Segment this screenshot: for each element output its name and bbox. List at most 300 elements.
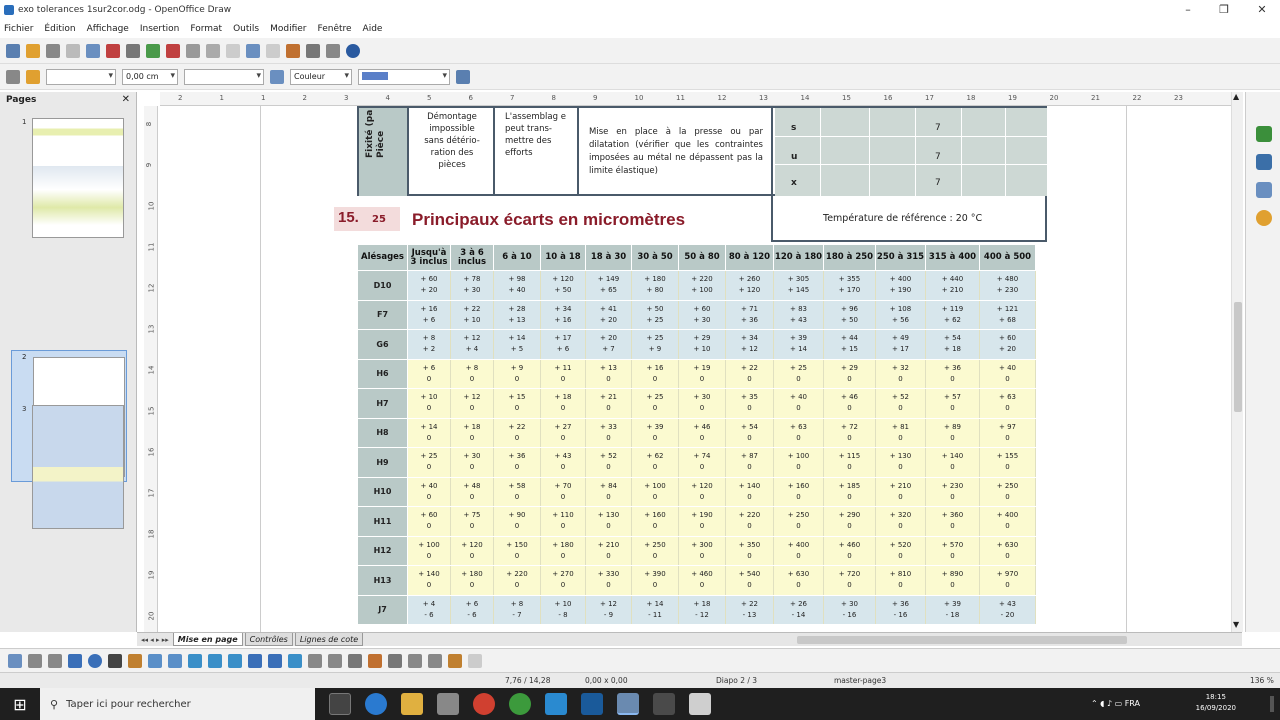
upper-deviation: + 630: [996, 540, 1019, 549]
tolerance-cell: [408, 507, 451, 537]
lower-deviation: 0: [1005, 463, 1010, 472]
help-icon[interactable]: [346, 44, 360, 58]
menu-modifier[interactable]: Modifier: [270, 24, 307, 34]
show-desktop-button[interactable]: [1270, 696, 1274, 712]
lower-deviation: 0: [514, 492, 520, 501]
scroll-down-icon[interactable]: ▼: [1233, 620, 1240, 629]
tolerance-cell: [774, 300, 824, 330]
menu-aide[interactable]: Aide: [362, 24, 383, 34]
lower-deviation: + 25: [646, 315, 664, 324]
upper-deviation: + 54: [741, 422, 758, 431]
task-view-icon[interactable]: [329, 693, 351, 715]
tolerance-cell: [726, 536, 774, 566]
upper-deviation: + 210: [597, 540, 620, 549]
fontwork-icon[interactable]: [348, 654, 362, 668]
area-color-select[interactable]: [358, 69, 450, 85]
upper-deviation: + 58: [508, 481, 526, 490]
lower-deviation: + 230: [996, 286, 1019, 295]
line-style-icon[interactable]: [26, 70, 40, 84]
tolerance-cell: [494, 477, 541, 507]
lower-deviation: 0: [426, 463, 432, 472]
navigator-icon[interactable]: [1256, 210, 1272, 226]
page-thumbnail-1[interactable]: [32, 118, 124, 238]
minimize-button[interactable]: –: [1185, 3, 1191, 16]
tolerance-cell: [632, 418, 679, 448]
clone-icon[interactable]: [226, 44, 240, 58]
rectangle-icon[interactable]: [68, 654, 82, 668]
tolerance-cell: [679, 507, 726, 537]
fit-letter: s: [791, 123, 797, 133]
tolerance-cell: [494, 300, 541, 330]
tolerance-cell: [451, 300, 494, 330]
lower-deviation: 0: [606, 522, 611, 531]
gallery-icon[interactable]: [1256, 182, 1272, 198]
upper-deviation: + 96: [841, 304, 858, 313]
cursor-position: 7,76 / 14,28: [505, 676, 551, 685]
edge-icon[interactable]: [365, 693, 387, 715]
ruler-tick-label: 19: [1008, 94, 1017, 102]
menu-edition[interactable]: Édition: [44, 24, 76, 34]
tolerance-cell: [876, 389, 926, 419]
tolerance-cell: [451, 536, 494, 566]
lower-deviation: 0: [560, 463, 566, 472]
lower-deviation: 0: [950, 433, 955, 442]
grid-line: [820, 108, 821, 196]
lower-deviation: 0: [560, 374, 566, 383]
upper-deviation: + 22: [741, 363, 758, 372]
tolerance-cell: [980, 536, 1036, 566]
tolerance-cell: [494, 595, 541, 625]
lower-deviation: 0: [514, 551, 520, 560]
photos-icon[interactable]: [545, 693, 567, 715]
upper-deviation: + 9: [510, 363, 524, 372]
menu-outils[interactable]: Outils: [233, 24, 260, 34]
ruler-tick-label: 5: [427, 94, 432, 102]
tolerance-cell: [408, 271, 451, 301]
tab-mise-en-page[interactable]: Mise en page: [173, 633, 243, 646]
tolerance-cell: [774, 507, 824, 537]
horizontal-scrollbar-thumb[interactable]: [797, 636, 1127, 644]
lower-deviation: 0: [898, 522, 903, 531]
tolerance-cell: [586, 300, 632, 330]
window-title: exo tolerances 1sur2cor.odg - OpenOffice Draw: [18, 5, 232, 15]
lower-deviation: + 50: [841, 315, 858, 324]
table-column-header: 3 à 6 inclus: [451, 245, 494, 271]
chrome-icon[interactable]: [509, 693, 531, 715]
scroll-up-icon[interactable]: ▲: [1233, 92, 1240, 101]
upper-deviation: + 130: [889, 452, 912, 461]
drawing-toolbar: [0, 648, 1280, 672]
upper-deviation: + 21: [600, 393, 617, 402]
export-pdf-icon[interactable]: [106, 44, 120, 58]
effects-icon[interactable]: [468, 654, 482, 668]
tolerance-cell: [726, 389, 774, 419]
text-icon[interactable]: [108, 654, 122, 668]
menu-affichage[interactable]: Affichage: [86, 24, 129, 34]
vertical-scrollbar[interactable]: [1231, 92, 1243, 632]
tab-nav-arrows-icon[interactable]: ◂◂ ◂ ▸ ▸▸: [141, 635, 169, 644]
lower-deviation: 0: [652, 374, 658, 383]
redo-icon[interactable]: [266, 44, 280, 58]
upper-deviation: + 97: [999, 422, 1016, 431]
lower-deviation: + 9: [648, 345, 662, 354]
tolerance-cell: [408, 595, 451, 625]
line-style-select[interactable]: [46, 69, 116, 85]
horizontal-ruler[interactable]: [160, 92, 1242, 106]
menu-fichier[interactable]: Fichier: [4, 24, 34, 34]
menu-format[interactable]: Format: [190, 24, 223, 34]
tolerance-cell: [632, 359, 679, 389]
upper-deviation: + 39: [790, 334, 807, 343]
close-button[interactable]: ✕: [1257, 3, 1267, 16]
lower-deviation: 0: [950, 404, 955, 413]
basic-shapes-icon[interactable]: [188, 654, 202, 668]
fitting-cell: Démontage impossible sans détério-ration des pièces: [411, 108, 495, 196]
upper-deviation: + 13: [600, 363, 617, 372]
ruler-tick-label: 16: [147, 447, 156, 457]
tolerance-cell: [926, 507, 980, 537]
lower-deviation: + 50: [554, 286, 572, 295]
upper-deviation: + 26: [790, 599, 807, 608]
upper-deviation: + 25: [790, 363, 807, 372]
chart-icon[interactable]: [286, 44, 300, 58]
table-row: [358, 359, 1036, 389]
lower-deviation: 0: [847, 581, 852, 590]
connector-icon[interactable]: [148, 654, 162, 668]
upper-deviation: + 34: [554, 304, 572, 313]
lower-deviation: 0: [950, 374, 955, 383]
file-explorer-icon[interactable]: [401, 693, 423, 715]
save-icon[interactable]: [46, 44, 60, 58]
paste-icon[interactable]: [206, 44, 220, 58]
app-icon[interactable]: [653, 693, 675, 715]
print-icon[interactable]: [126, 44, 140, 58]
image-icon[interactable]: [368, 654, 382, 668]
upper-deviation: + 28: [508, 304, 526, 313]
tolerance-cell: [926, 536, 980, 566]
lower-deviation: 0: [560, 404, 566, 413]
tolerance-cell: [679, 477, 726, 507]
flowchart-icon[interactable]: [248, 654, 262, 668]
upper-deviation: + 63: [790, 422, 807, 431]
upper-deviation: + 34: [741, 334, 758, 343]
email-icon[interactable]: [66, 44, 80, 58]
lower-deviation: + 62: [944, 315, 961, 324]
lower-deviation: + 20: [600, 315, 617, 324]
shadow-icon[interactable]: [456, 70, 470, 84]
lower-deviation: 0: [514, 433, 520, 442]
navigator-icon[interactable]: [306, 44, 320, 58]
points-icon[interactable]: [308, 654, 322, 668]
ruler-tick-label: 6: [468, 94, 473, 102]
upper-deviation: + 290: [838, 511, 861, 520]
symbol-shapes-icon[interactable]: [208, 654, 222, 668]
lower-deviation: + 20: [420, 286, 438, 295]
taskbar-clock[interactable]: [1196, 692, 1236, 714]
block-arrows-icon[interactable]: [228, 654, 242, 668]
upper-deviation: + 100: [644, 481, 666, 490]
ruler-tick-label: 11: [147, 242, 156, 252]
arrange-icon[interactable]: [448, 654, 462, 668]
ellipse-icon[interactable]: [88, 654, 102, 668]
tolerance-cell: [876, 477, 926, 507]
glue-points-icon[interactable]: [328, 654, 342, 668]
upper-deviation: + 72: [841, 422, 858, 431]
area-style-select[interactable]: Couleur ▾: [290, 69, 352, 85]
tolerance-cell: [632, 507, 679, 537]
align-icon[interactable]: [428, 654, 442, 668]
ruler-tick-label: 15: [147, 406, 156, 416]
section-title: Principaux écarts en micromètres: [412, 210, 686, 229]
upper-deviation: + 150: [506, 540, 528, 549]
select-icon[interactable]: [8, 654, 22, 668]
ruler-tick-label: 21: [1091, 94, 1100, 102]
tolerance-cell: [726, 300, 774, 330]
lower-deviation: + 190: [889, 286, 912, 295]
ruler-tick-label: 10: [147, 201, 156, 211]
tolerance-cell: [494, 507, 541, 537]
tolerance-cell: [876, 448, 926, 478]
upper-deviation: + 400: [787, 540, 810, 549]
ruler-tick-label: 15: [842, 94, 851, 102]
fitting-side-label: [359, 108, 409, 196]
tolerance-cell: [408, 536, 451, 566]
extrusion-icon[interactable]: [388, 654, 402, 668]
tolerance-cell: [541, 595, 586, 625]
lower-deviation: + 100: [691, 286, 713, 295]
tolerance-cell: [980, 389, 1036, 419]
tolerance-cell: [876, 300, 926, 330]
tolerance-cell: [408, 389, 451, 419]
upper-deviation: + 350: [738, 540, 761, 549]
lower-deviation: 0: [469, 492, 475, 501]
lower-deviation: 0: [950, 581, 955, 590]
tab-lignes-de-cote[interactable]: Lignes de cote: [295, 633, 363, 646]
upper-deviation: + 330: [597, 570, 620, 579]
lower-deviation: 0: [652, 522, 658, 531]
copy-icon[interactable]: [186, 44, 200, 58]
app-icon[interactable]: [689, 693, 711, 715]
upper-deviation: + 180: [461, 570, 483, 579]
upper-deviation: + 10: [554, 599, 572, 608]
table-column-header: 80 à 120: [726, 245, 774, 271]
rotate-icon[interactable]: [408, 654, 422, 668]
line-tool-icon[interactable]: [28, 654, 42, 668]
edit-file-icon[interactable]: [86, 44, 100, 58]
clock-date: 16/09/2020: [1195, 704, 1236, 712]
search-placeholder: Taper ici pour rechercher: [66, 698, 191, 710]
lower-deviation: 0: [426, 433, 432, 442]
taskbar-search[interactable]: [40, 688, 315, 720]
properties-icon[interactable]: [1256, 126, 1272, 142]
ruler-tick-label: 8: [551, 94, 556, 102]
openoffice-draw-icon[interactable]: [617, 693, 639, 715]
tolerance-cell: [586, 595, 632, 625]
tolerance-cell: [824, 477, 876, 507]
lower-deviation: 0: [796, 492, 801, 501]
tolerance-cell: [980, 300, 1036, 330]
arrow-tool-icon[interactable]: [48, 654, 62, 668]
maximize-button[interactable]: ❐: [1219, 3, 1229, 16]
windows-start-icon[interactable]: ⊞: [13, 694, 27, 714]
menu-fenetre[interactable]: Fenêtre: [317, 24, 352, 34]
lower-deviation: - 12: [695, 610, 709, 619]
table-row: [358, 418, 1036, 448]
tolerance-class-label: H8: [358, 418, 408, 448]
lower-deviation: 0: [950, 492, 955, 501]
tolerance-cell: [408, 566, 451, 596]
lower-deviation: 0: [606, 433, 611, 442]
cut-icon[interactable]: [166, 44, 180, 58]
fit-value: 7: [935, 152, 941, 162]
spellcheck-icon[interactable]: [146, 44, 160, 58]
lower-deviation: - 9: [603, 610, 614, 619]
tolerance-cell: [980, 359, 1036, 389]
new-icon[interactable]: [6, 44, 20, 58]
undo-icon[interactable]: [246, 44, 260, 58]
upper-deviation: + 520: [889, 540, 912, 549]
tolerance-cell: [926, 271, 980, 301]
zoom-icon[interactable]: [326, 44, 340, 58]
scrollbar-thumb[interactable]: [1234, 302, 1242, 412]
upper-deviation: + 16: [420, 304, 438, 313]
close-icon[interactable]: ✕: [121, 94, 130, 105]
grid-line: [915, 108, 916, 196]
ruler-tick-label: 12: [717, 94, 727, 102]
upper-deviation: + 14: [420, 422, 438, 431]
store-icon[interactable]: [437, 693, 459, 715]
grid-line: [961, 108, 962, 196]
upper-deviation: + 27: [554, 422, 572, 431]
area-icon[interactable]: [270, 70, 284, 84]
tolerance-cell: [586, 566, 632, 596]
tolerance-cell: [876, 507, 926, 537]
zoom-level[interactable]: 136 %: [1250, 676, 1274, 685]
tolerance-cell: [451, 448, 494, 478]
upper-deviation: + 360: [941, 511, 964, 520]
lower-deviation: 0: [469, 463, 475, 472]
upper-deviation: + 890: [941, 570, 964, 579]
curve-icon[interactable]: [128, 654, 142, 668]
tolerance-class-label: H11: [358, 507, 408, 537]
styles-icon[interactable]: [1256, 154, 1272, 170]
lower-deviation: 0: [699, 522, 705, 531]
upper-deviation: + 90: [508, 511, 526, 520]
tolerance-cell: [494, 536, 541, 566]
tolerance-class-label: H13: [358, 566, 408, 596]
lower-deviation: 0: [652, 551, 658, 560]
reference-temperature: Température de référence : 20 °C: [823, 213, 983, 224]
document-canvas[interactable]: [160, 106, 1242, 632]
tolerance-cell: [408, 300, 451, 330]
lower-deviation: 0: [560, 522, 566, 531]
lower-deviation: - 16: [893, 610, 908, 619]
upper-deviation: + 190: [691, 511, 713, 520]
upper-deviation: + 140: [738, 481, 761, 490]
lower-deviation: 0: [796, 374, 801, 383]
ruler-tick-label: 18: [147, 529, 156, 539]
page-thumbnail-3[interactable]: [32, 405, 124, 529]
lower-deviation: 0: [747, 463, 752, 472]
tolerance-cell: [586, 448, 632, 478]
line-color-select[interactable]: [184, 69, 264, 85]
table-row: [358, 477, 1036, 507]
search-icon: ⚲: [50, 697, 59, 711]
upper-deviation: + 220: [738, 511, 761, 520]
upper-deviation: + 6: [465, 599, 479, 608]
upper-deviation: + 14: [646, 599, 664, 608]
lower-deviation: + 18: [944, 345, 961, 354]
ruler-tick-label: 2: [178, 94, 183, 102]
line-width-field[interactable]: 0,00 cm ▾: [122, 69, 178, 85]
table-row: [358, 507, 1036, 537]
tolerance-cell: [586, 418, 632, 448]
upper-deviation: + 160: [644, 511, 666, 520]
upper-deviation: + 250: [996, 481, 1019, 490]
menu-insertion[interactable]: Insertion: [139, 24, 180, 34]
lower-deviation: 0: [796, 404, 801, 413]
page-margin-line: [1126, 106, 1127, 632]
tolerance-cell: [632, 536, 679, 566]
app-icon: [4, 5, 14, 15]
vertical-ruler[interactable]: [144, 106, 158, 632]
tolerance-cell: [679, 566, 726, 596]
tolerance-cell: [679, 448, 726, 478]
lower-deviation: 0: [847, 374, 852, 383]
tolerance-cell: [824, 536, 876, 566]
app-icon[interactable]: [473, 693, 495, 715]
line-icon[interactable]: [6, 70, 20, 84]
tolerance-cell: [726, 271, 774, 301]
tolerance-cell: [726, 330, 774, 360]
tolerance-cell: [632, 300, 679, 330]
lower-deviation: 0: [1005, 374, 1010, 383]
upper-deviation: + 17: [554, 334, 572, 343]
tolerance-cell: [541, 477, 586, 507]
ruler-tick-label: 8: [145, 121, 154, 127]
lines-arrows-icon[interactable]: [168, 654, 182, 668]
lower-deviation: 0: [898, 433, 903, 442]
upper-deviation: + 810: [889, 570, 912, 579]
upper-deviation: + 60: [999, 334, 1016, 343]
tolerance-cell: [679, 359, 726, 389]
callouts-icon[interactable]: [268, 654, 282, 668]
system-tray-icons[interactable]: ⌃ ◖ ♪ ▭ FRA: [1090, 699, 1140, 708]
upper-deviation: + 33: [600, 422, 617, 431]
tolerance-cell: [824, 359, 876, 389]
ruler-tick-label: 17: [925, 94, 934, 102]
tolerance-class-label: H9: [358, 448, 408, 478]
lower-deviation: + 17: [892, 345, 909, 354]
tab-controles[interactable]: Contrôles: [245, 633, 293, 646]
ruler-tick-label: 17: [147, 488, 156, 498]
open-icon[interactable]: [26, 44, 40, 58]
app-icon[interactable]: [581, 693, 603, 715]
upper-deviation: + 89: [944, 422, 961, 431]
upper-deviation: + 44: [841, 334, 858, 343]
stars-icon[interactable]: [288, 654, 302, 668]
tolerance-cell: [632, 477, 679, 507]
ruler-tick-label: 14: [147, 365, 156, 375]
page-margin-line: [260, 106, 261, 632]
tolerance-class-label: H12: [358, 536, 408, 566]
lower-deviation: 0: [514, 404, 520, 413]
tolerance-cell: [980, 418, 1036, 448]
tolerance-cell: [824, 389, 876, 419]
tolerance-cell: [726, 418, 774, 448]
lower-deviation: 0: [796, 522, 801, 531]
lower-deviation: 0: [469, 522, 475, 531]
